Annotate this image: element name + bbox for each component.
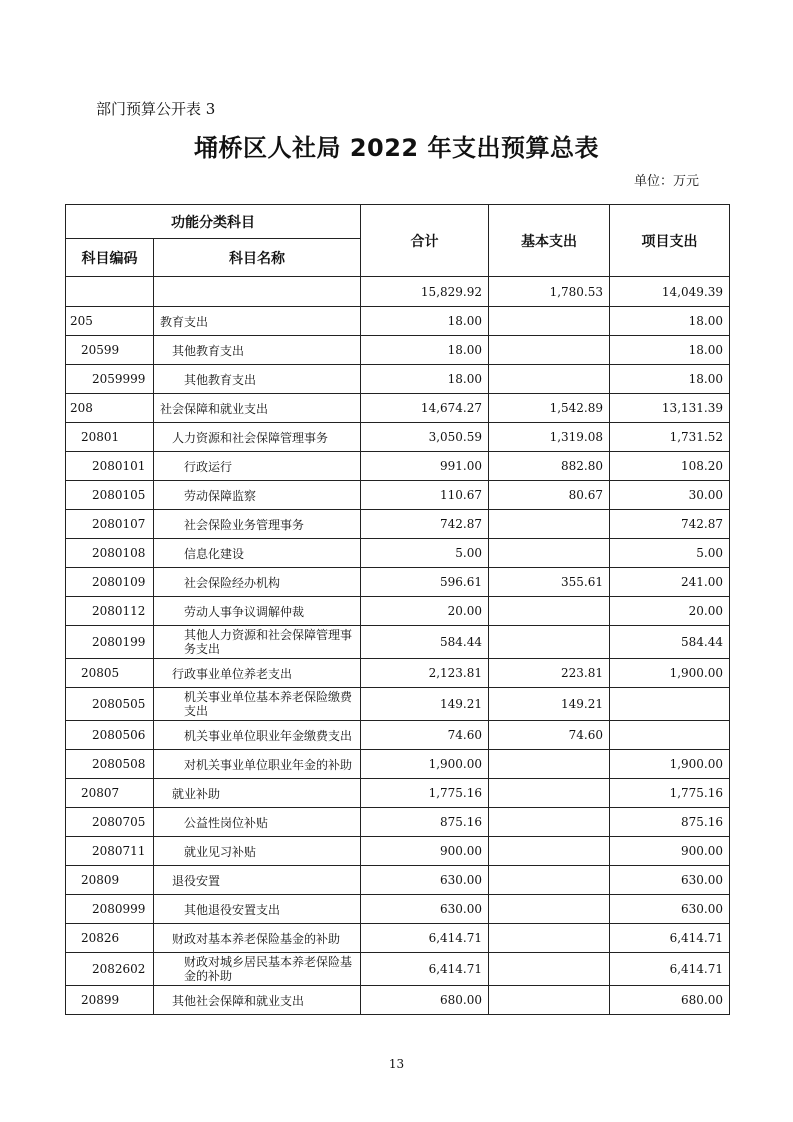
subject-name-cell: 劳动保障监察 — [154, 481, 361, 510]
basic-expenditure-cell: 223.81 — [489, 659, 610, 688]
table-row — [66, 779, 730, 808]
table-row — [66, 365, 730, 394]
project-expenditure-cell: 241.00 — [610, 568, 730, 597]
total-cell: 630.00 — [361, 895, 489, 924]
table-number-label: 部门预算公开表 3 — [96, 100, 216, 118]
subject-code-cell: 2080101 — [66, 452, 154, 481]
subject-name-cell: 劳动人事争议调解仲裁 — [154, 597, 361, 626]
table-row — [66, 953, 730, 986]
subject-name-cell: 公益性岗位补贴 — [154, 808, 361, 837]
total-cell: 14,674.27 — [361, 394, 489, 423]
table-row — [66, 808, 730, 837]
table-row — [66, 336, 730, 365]
total-cell: 991.00 — [361, 452, 489, 481]
table-row — [66, 394, 730, 423]
basic-expenditure-cell — [489, 597, 610, 626]
basic-expenditure-cell — [489, 986, 610, 1015]
subject-code-cell: 2080109 — [66, 568, 154, 597]
project-expenditure-cell: 1,731.52 — [610, 423, 730, 452]
total-cell: 6,414.71 — [361, 953, 489, 986]
subject-name-cell: 其他退役安置支出 — [154, 895, 361, 924]
project-expenditure-cell: 1,900.00 — [610, 659, 730, 688]
table-row — [66, 597, 730, 626]
subject-code-cell: 2080112 — [66, 597, 154, 626]
basic-expenditure-cell — [489, 750, 610, 779]
total-cell: 18.00 — [361, 307, 489, 336]
subject-code-cell: 2080105 — [66, 481, 154, 510]
total-cell: 110.67 — [361, 481, 489, 510]
table-row — [66, 895, 730, 924]
total-cell: 3,050.59 — [361, 423, 489, 452]
total-cell: 596.61 — [361, 568, 489, 597]
basic-expenditure-cell: 80.67 — [489, 481, 610, 510]
subject-code-cell: 2080107 — [66, 510, 154, 539]
total-cell: 1,900.00 — [361, 750, 489, 779]
table-row — [66, 626, 730, 659]
basic-expenditure-cell — [489, 539, 610, 568]
subject-code-cell: 20807 — [66, 779, 154, 808]
basic-expenditure-cell: 355.61 — [489, 568, 610, 597]
basic-expenditure-cell — [489, 510, 610, 539]
project-expenditure-cell: 6,414.71 — [610, 924, 730, 953]
total-cell: 149.21 — [361, 688, 489, 721]
page-number: 13 — [388, 1057, 405, 1071]
subject-name-cell: 财政对城乡居民基本养老保险基金的补助 — [154, 953, 361, 986]
subject-code-cell: 2080508 — [66, 750, 154, 779]
total-cell: 15,829.92 — [361, 277, 489, 307]
table-row — [66, 924, 730, 953]
project-expenditure-column-header: 项目支出 — [610, 205, 730, 277]
table-row — [66, 837, 730, 866]
project-expenditure-cell: 630.00 — [610, 895, 730, 924]
table-row — [66, 481, 730, 510]
project-expenditure-cell: 742.87 — [610, 510, 730, 539]
subject-name-cell: 其他教育支出 — [154, 365, 361, 394]
table-row — [66, 750, 730, 779]
subject-code-cell: 208 — [66, 394, 154, 423]
project-expenditure-cell: 6,414.71 — [610, 953, 730, 986]
basic-expenditure-cell: 74.60 — [489, 721, 610, 750]
table-body — [66, 277, 730, 1015]
table-row — [66, 452, 730, 481]
basic-expenditure-cell — [489, 626, 610, 659]
subject-code-cell: 2080506 — [66, 721, 154, 750]
subject-name-cell: 其他人力资源和社会保障管理事务支出 — [154, 626, 361, 659]
subject-code-cell: 20599 — [66, 336, 154, 365]
subject-code-cell: 20826 — [66, 924, 154, 953]
table-row — [66, 986, 730, 1015]
subject-name-cell: 就业补助 — [154, 779, 361, 808]
total-column-header: 合计 — [361, 205, 489, 277]
basic-expenditure-cell: 1,319.08 — [489, 423, 610, 452]
subject-code-cell: 2080711 — [66, 837, 154, 866]
subject-name-cell: 对机关事业单位职业年金的补助 — [154, 750, 361, 779]
basic-expenditure-cell — [489, 953, 610, 986]
basic-expenditure-cell — [489, 808, 610, 837]
total-cell: 18.00 — [361, 365, 489, 394]
total-cell: 742.87 — [361, 510, 489, 539]
subject-name-cell: 财政对基本养老保险基金的补助 — [154, 924, 361, 953]
table-row — [66, 277, 730, 307]
project-expenditure-cell: 1,900.00 — [610, 750, 730, 779]
project-expenditure-cell: 680.00 — [610, 986, 730, 1015]
total-cell: 1,775.16 — [361, 779, 489, 808]
project-expenditure-cell: 630.00 — [610, 866, 730, 895]
subject-name-cell: 机关事业单位职业年金缴费支出 — [154, 721, 361, 750]
functional-classification-header: 功能分类科目 — [66, 205, 361, 239]
total-cell: 630.00 — [361, 866, 489, 895]
total-cell: 18.00 — [361, 336, 489, 365]
subject-name-cell: 信息化建设 — [154, 539, 361, 568]
basic-expenditure-cell: 882.80 — [489, 452, 610, 481]
basic-expenditure-cell: 149.21 — [489, 688, 610, 721]
basic-expenditure-cell — [489, 779, 610, 808]
table-row — [66, 510, 730, 539]
basic-expenditure-cell: 1,542.89 — [489, 394, 610, 423]
table-row — [66, 659, 730, 688]
project-expenditure-cell: 108.20 — [610, 452, 730, 481]
table-row — [66, 688, 730, 721]
basic-expenditure-cell — [489, 336, 610, 365]
project-expenditure-cell: 5.00 — [610, 539, 730, 568]
total-cell: 74.60 — [361, 721, 489, 750]
project-expenditure-cell: 900.00 — [610, 837, 730, 866]
total-cell: 2,123.81 — [361, 659, 489, 688]
total-cell: 5.00 — [361, 539, 489, 568]
project-expenditure-cell — [610, 721, 730, 750]
project-expenditure-cell: 18.00 — [610, 365, 730, 394]
subject-name-cell: 其他社会保障和就业支出 — [154, 986, 361, 1015]
project-expenditure-cell: 584.44 — [610, 626, 730, 659]
project-expenditure-cell: 1,775.16 — [610, 779, 730, 808]
project-expenditure-cell: 875.16 — [610, 808, 730, 837]
subject-name-cell: 其他教育支出 — [154, 336, 361, 365]
project-expenditure-cell: 18.00 — [610, 307, 730, 336]
subject-name-column-header: 科目名称 — [154, 239, 361, 277]
table-row — [66, 568, 730, 597]
subject-code-cell: 20899 — [66, 986, 154, 1015]
subject-name-cell: 行政运行 — [154, 452, 361, 481]
subject-code-cell: 2080705 — [66, 808, 154, 837]
project-expenditure-cell: 13,131.39 — [610, 394, 730, 423]
table-row — [66, 423, 730, 452]
subject-code-cell — [66, 277, 154, 307]
subject-code-cell: 2080999 — [66, 895, 154, 924]
basic-expenditure-cell — [489, 307, 610, 336]
subject-name-cell: 社会保险经办机构 — [154, 568, 361, 597]
basic-expenditure-column-header: 基本支出 — [489, 205, 610, 277]
unit-label: 单位：万元 — [634, 174, 700, 189]
total-cell: 20.00 — [361, 597, 489, 626]
basic-expenditure-cell: 1,780.53 — [489, 277, 610, 307]
subject-name-cell — [154, 277, 361, 307]
project-expenditure-cell — [610, 688, 730, 721]
subject-code-cell: 205 — [66, 307, 154, 336]
subject-code-cell: 2080108 — [66, 539, 154, 568]
project-expenditure-cell: 14,049.39 — [610, 277, 730, 307]
subject-code-cell: 20805 — [66, 659, 154, 688]
table-row — [66, 307, 730, 336]
subject-code-column-header: 科目编码 — [66, 239, 154, 277]
subject-name-cell: 教育支出 — [154, 307, 361, 336]
basic-expenditure-cell — [489, 866, 610, 895]
subject-code-cell: 2059999 — [66, 365, 154, 394]
subject-name-cell: 就业见习补贴 — [154, 837, 361, 866]
subject-code-cell: 2080505 — [66, 688, 154, 721]
subject-name-cell: 行政事业单位养老支出 — [154, 659, 361, 688]
basic-expenditure-cell — [489, 924, 610, 953]
project-expenditure-cell: 30.00 — [610, 481, 730, 510]
subject-name-cell: 退役安置 — [154, 866, 361, 895]
project-expenditure-cell: 18.00 — [610, 336, 730, 365]
subject-code-cell: 2082602 — [66, 953, 154, 986]
total-cell: 584.44 — [361, 626, 489, 659]
basic-expenditure-cell — [489, 365, 610, 394]
total-cell: 875.16 — [361, 808, 489, 837]
subject-code-cell: 20809 — [66, 866, 154, 895]
subject-code-cell: 20801 — [66, 423, 154, 452]
page-title: 埇桥区人社局 2022 年支出预算总表 — [193, 134, 599, 162]
subject-name-cell: 社会保险业务管理事务 — [154, 510, 361, 539]
basic-expenditure-cell — [489, 837, 610, 866]
table-row — [66, 721, 730, 750]
subject-code-cell: 2080199 — [66, 626, 154, 659]
subject-name-cell: 人力资源和社会保障管理事务 — [154, 423, 361, 452]
table-row — [66, 866, 730, 895]
total-cell: 6,414.71 — [361, 924, 489, 953]
total-cell: 680.00 — [361, 986, 489, 1015]
total-cell: 900.00 — [361, 837, 489, 866]
project-expenditure-cell: 20.00 — [610, 597, 730, 626]
subject-name-cell: 社会保障和就业支出 — [154, 394, 361, 423]
budget-table — [65, 204, 730, 1015]
table-row — [66, 539, 730, 568]
subject-name-cell: 机关事业单位基本养老保险缴费支出 — [154, 688, 361, 721]
basic-expenditure-cell — [489, 895, 610, 924]
